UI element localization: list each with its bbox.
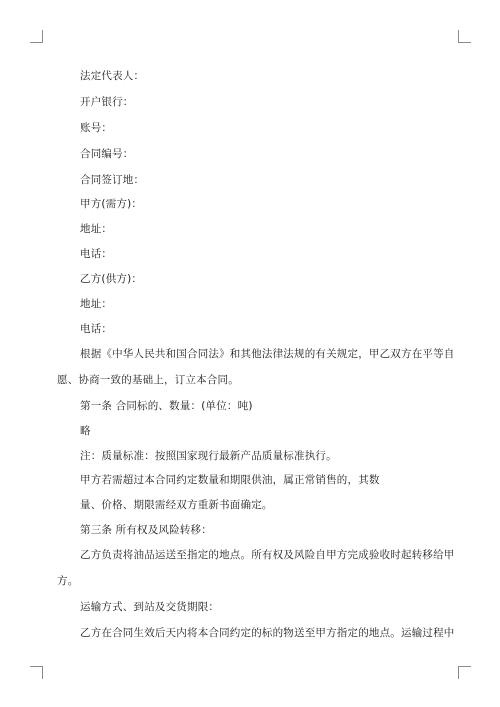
quality-note-line: 注：质量标准：按照国家现行最新产品质量标准执行。 [80, 450, 337, 462]
crop-mark-top-right [458, 30, 471, 43]
crop-mark-top-left [30, 30, 43, 43]
party-a-phone-line: 电话： [80, 248, 113, 260]
legal-representative-line: 法定代表人： [80, 70, 145, 82]
ownership-line-1: 乙方负责将油品运送至指定的地点。所有权及风险自甲方完成验收时起转移给甲 [80, 549, 455, 561]
bank-line: 开户银行： [80, 96, 134, 108]
account-line: 账号： [80, 122, 113, 134]
party-b-phone-line: 电话： [80, 323, 113, 335]
crop-mark-bottom-right [458, 666, 471, 679]
contract-number-line: 合同编号： [80, 148, 134, 160]
excess-supply-line-1: 甲方若需超过本合同约定数量和期限供油，属正常销售的，其数 [80, 474, 380, 486]
article-1-heading: 第一条 合同标的、数量：(单位：吨) [80, 400, 253, 412]
excess-supply-line-2: 量、价格、期限需经双方重新书面确定。 [80, 499, 273, 511]
omitted-line: 略 [80, 425, 91, 437]
party-b-address-line: 地址： [80, 298, 113, 310]
ownership-line-2: 方。 [57, 575, 79, 587]
crop-mark-bottom-left [30, 666, 43, 679]
preamble-line-2: 愿、协商一致的基础上，订立本合同。 [57, 374, 239, 386]
party-b-line: 乙方(供方)： [80, 273, 143, 285]
article-3-heading: 第三条 所有权及风险转移： [80, 524, 212, 536]
party-a-line: 甲方(需方)： [80, 198, 143, 210]
preamble-line-1: 根据《中华人民共和国合同法》和其他法律法规的有关规定，甲乙双方在平等自 [80, 348, 455, 360]
delivery-line-1: 乙方在合同生效后天内将本合同约定的标的物送至甲方指定的地点。运输过程中 [80, 627, 455, 639]
transport-heading: 运输方式、到站及交货期限： [80, 601, 220, 613]
party-a-address-line: 地址： [80, 223, 113, 235]
signing-place-line: 合同签订地： [80, 174, 145, 186]
